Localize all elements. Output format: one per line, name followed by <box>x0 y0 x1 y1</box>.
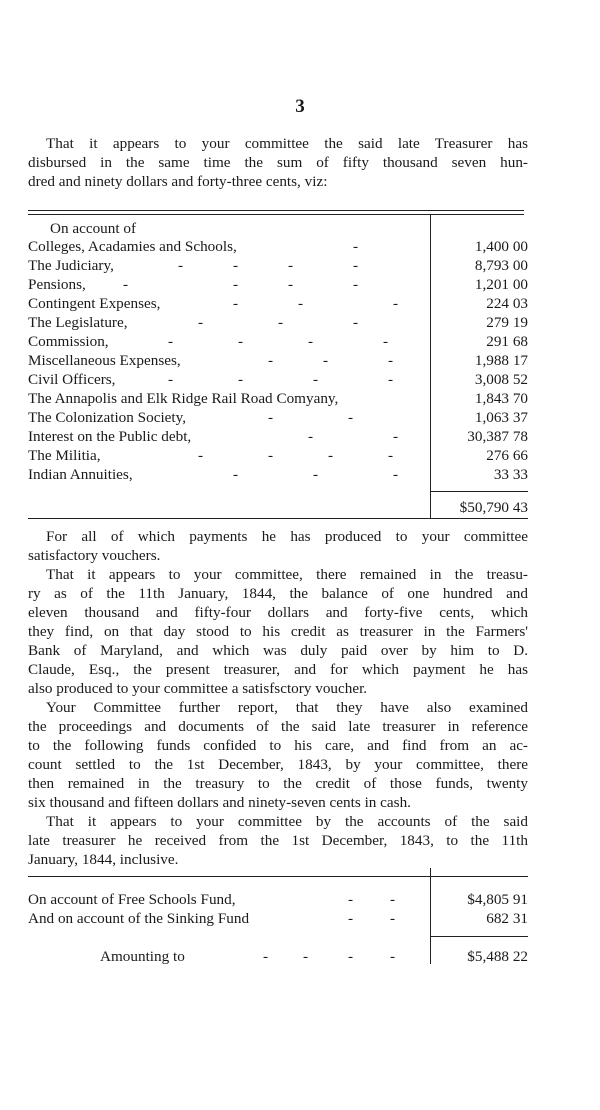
balance-paragraph <box>28 565 528 698</box>
table-row: The Judiciary, - - - - 8,793 00 <box>28 257 528 274</box>
table-row: The Militia, - - - - 276 66 <box>28 447 528 464</box>
table-heading: On account of <box>50 220 137 237</box>
table-row: Colleges, Acadamies and Schools, - 1,400 00 <box>28 238 528 255</box>
table-row: The Legislature, - - - 279 19 <box>28 314 528 331</box>
intro-line: disbursed in the same time the sum of fifty thousand seven hun- <box>28 154 528 171</box>
table-row: Civil Officers, - - - - 3,008 52 <box>28 371 528 388</box>
paragraph-line: Bank of Maryland, and which was duly paid over by him to D. <box>28 642 528 659</box>
receipts-total-rule <box>430 936 528 937</box>
funds-paragraph <box>28 698 528 812</box>
table-row: Miscellaneous Expenses, - - - 1,988 17 <box>28 352 528 369</box>
paragraph-line: For all of which payments he has produced to your committee <box>46 528 528 545</box>
paragraph-line: satisfactory vouchers. <box>28 547 161 564</box>
paragraph-line: six thousand and fifteen dollars and ninety-seven cents in cash. <box>28 794 411 811</box>
paragraph-line: That it appears to your committee, there remained in the treasu- <box>46 566 528 583</box>
table-row: Indian Annuities, - - - 33 33 <box>28 466 528 483</box>
table-top-rule <box>28 210 524 211</box>
intro-line: That it appears to your committee the said late Treasurer has <box>46 135 528 152</box>
table-top-rule-double <box>28 214 524 215</box>
paragraph-line: eleven thousand and fifty-four dollars and forty-five cents, which <box>28 604 528 621</box>
table-row: Interest on the Public debt, - - 30,387 78 <box>28 428 528 445</box>
received-paragraph <box>28 812 528 869</box>
table-row: On account of Free Schools Fund, - - $4,805 91 <box>28 891 528 908</box>
paragraph-line: count settled to the 1st December, 1843, by your committee, there <box>28 756 528 773</box>
paragraph-line: they find, on that day stood to his credit as treasurer in the Farmers' <box>28 623 528 640</box>
paragraph-line: also produced to your committee a satisfsctory voucher. <box>28 680 368 697</box>
table-row: The Annapolis and Elk Ridge Rail Road Comyany, 1,843 70 <box>28 390 528 407</box>
table-total-row: $50,790 43 <box>459 499 528 516</box>
paragraph-line: late treasurer he received from the 1st December, 1843, to the 11th <box>28 832 528 849</box>
paragraph-line: January, 1844, inclusive. <box>28 851 179 868</box>
total-rule <box>430 491 528 492</box>
paragraph-line: to the following funds confided to his care, and find from an ac- <box>28 737 528 754</box>
table-bottom-rule <box>28 518 528 519</box>
intro-line: dred and ninety dollars and forty-three cents, viz: <box>28 173 328 190</box>
paragraph-line: Your Committee further report, that they have also examined <box>46 699 528 716</box>
table-row: Contingent Expenses, - - - 224 03 <box>28 295 528 312</box>
receipts-top-rule <box>28 876 528 877</box>
table-row: The Colonization Society, - - 1,063 37 <box>28 409 528 426</box>
table-row: Commission, - - - - 291 68 <box>28 333 528 350</box>
intro-paragraph <box>28 134 528 191</box>
page-number: 3 <box>295 96 305 117</box>
table-row: And on account of the Sinking Fund - - 682 31 <box>28 910 528 927</box>
paragraph-line: Claude, Esq., the present treasurer, and for which payment he has <box>28 661 528 678</box>
paragraph-line: That it appears to your committee by the accounts of the said <box>46 813 528 830</box>
table-row: Pensions, - - - - 1,201 00 <box>28 276 528 293</box>
vouchers-paragraph <box>28 527 528 565</box>
paragraph-line: the proceedings and documents of the said late treasurer in reference <box>28 718 528 735</box>
receipts-total-row: Amounting to - - - - $5,488 22 <box>100 948 528 965</box>
paragraph-line: then remained in the treasury to the credit of those funds, twenty <box>28 775 528 792</box>
paragraph-line: ry as of the 11th January, 1844, the balance of one hundred and <box>28 585 528 602</box>
